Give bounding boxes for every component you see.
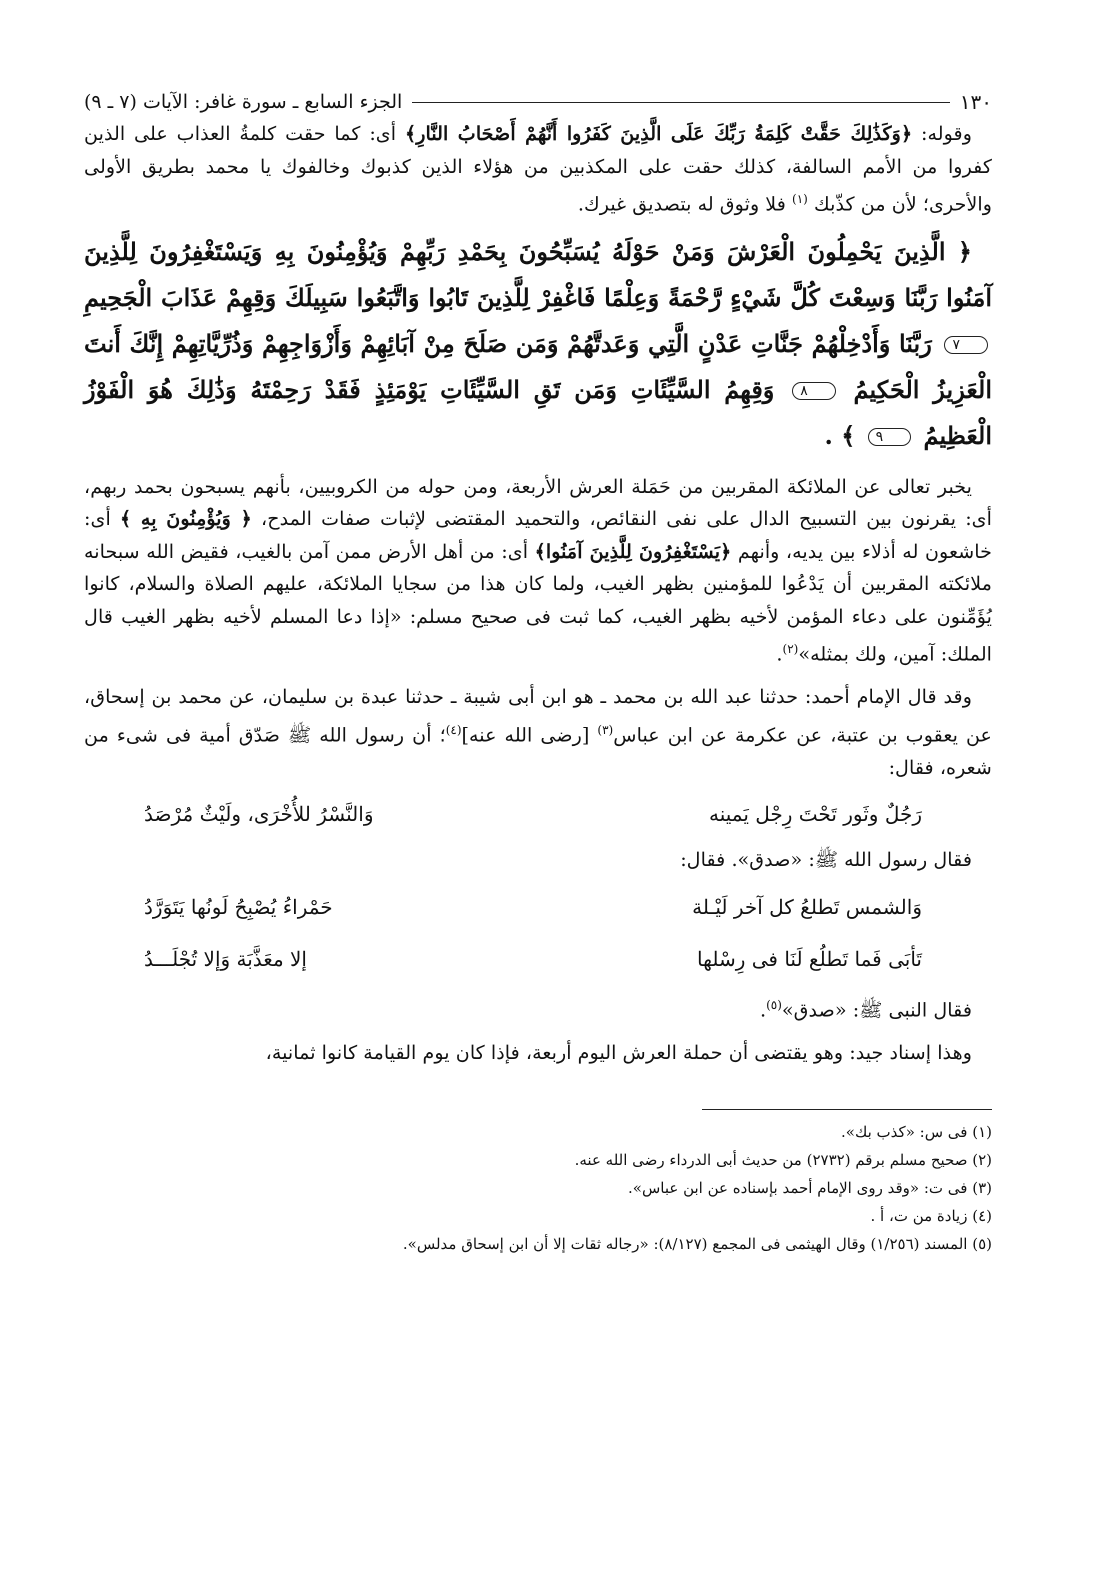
footnote-divider [702,1109,992,1110]
said-line-1: فقال رسول الله ﷺ: «صدق». فقال: [680,848,972,872]
paragraph-3 [84,681,992,784]
ayah-number-7: ٧ [944,336,988,354]
para3-c: ؛ أن رسول الله ﷺ صَدّق أمية فى شىء من شعره، فقال: [84,723,992,779]
hemistich-left: إلا معَذَّبَة وَإلا تُجْلَـــدُ [144,946,307,971]
footnotes [84,1118,992,1258]
running-header [84,86,992,118]
poem-1 [84,788,992,840]
footnote-4: (٤) زيادة من ت، أ . [870,1207,992,1226]
paragraph-1 [84,118,992,221]
verse-part-2: رَبَّنَا وَأَدْخِلْهُمْ جَنَّاتِ عَدْنٍ الَّتِي وَعَدتَّهُمْ وَمَن صَلَحَ مِنْ آبَائِهِمْ وَأَزْوَاجِهِمْ وَذُرِّيَّاتِهِمْ إِنَّكَ أَنتَ الْعَزِيزُ الْحَكِيمُ [84,328,992,404]
para1-quote: ﴿وَكَذَٰلِكَ حَقَّتْ كَلِمَةُ رَبِّكَ عَلَى الَّذِينَ كَفَرُوا أَنَّهُمْ أَصْحَابُ النَّارِ﴾ [405,122,913,145]
footnote-ref-1: (١) [792,192,808,206]
verse-part-3: وَقِهِمُ السَّيِّئَاتِ وَمَن تَقِ السَّيِّئَاتِ يَوْمَئِذٍ فَقَدْ رَحِمْتَهُ وَذَٰلِكَ هُوَ الْفَوْزُ الْعَظِيمُ [84,374,992,450]
paragraph-4: وهذا إسناد جيد: وهو يقتضى أن حملة العرش اليوم أربعة، فإذا كان يوم القيامة كانوا ثمانية، [265,1040,972,1064]
para2-b: أى: خاشعون له أذلاء بين يديه، وأنهم [84,507,992,563]
footnote-divider-wrap [84,1069,992,1118]
running-title: الجزء السابع ـ سورة غافر: الآيات (٧ ـ ٩) [84,91,403,113]
footnote-ref-3: (٣) [597,722,614,737]
said-line-2 [84,989,992,1027]
para2-c: أى: من أهل الأرض ممن آمن بالغيب، فقيض الله سبحانه ملائكته المقربين أن يَدْعُوا للمؤمنين بظهر الغيب، ولما كان هذا من سجايا الملائكة، عليهم الصلاة والسلام، كانوا يُؤَمِّنون على دعاء المؤمن لأخيه بظهر الغيب، كما ثبت فى صحيح مسلم: «إذا دعا المسلم لأخيه بظهر الغيب قال الملك: آمين، ولك بمثله» [84,539,992,666]
quran-verse-block [84,229,992,459]
verse-part-1: ﴿ الَّذِينَ يَحْمِلُونَ الْعَرْشَ وَمَنْ حَوْلَهُ يُسَبِّحُونَ بِحَمْدِ رَبِّهِمْ وَيُؤْمِنُونَ بِهِ وَيَسْتَغْفِرُونَ لِلَّذِينَ آمَنُوا رَبَّنَا وَسِعْتَ كُلَّ شَيْءٍ رَّحْمَةً وَعِلْمًا فَاغْفِرْ لِلَّذِينَ تَابُوا وَاتَّبَعُوا سَبِيلَكَ وَقِهِمْ عَذَابَ الْجَحِيمِ [84,236,992,312]
said2-text: فقال النبى ﷺ: «صدق» [781,998,972,1022]
paragraph-2 [84,471,992,671]
hemistich-right: رَجُلٌ وثَور تَحْتَ رِجْل يَمينه [708,802,922,827]
verse-end: ﴾ . [824,420,856,450]
footnote-1: (١) فى س: «كذب بك». [841,1123,992,1142]
para3-b: [رضى الله عنه] [461,723,598,747]
page [84,86,992,1258]
hemistich-left: حَمْراءُ يُصْبِحُ لَونُها يَتَوَرَّدُ [144,894,333,919]
footnote-5: (٥) المسند (١/٢٥٦) وقال الهيثمى فى المجمع (٨/١٢٧): «رجاله ثقات إلا أن ابن إسحاق مدلس». [402,1235,992,1254]
poem-line [84,881,992,933]
footnote-ref-2: (٢) [782,642,799,657]
para1-tail: فلا وثوق له بتصديق غيرك. [577,192,793,216]
hemistich-right: وَالشمس تَطلعُ كل آخر لَيْـلة [692,894,922,919]
header-rule-right [412,102,949,103]
para1-text: أى: كما حقت كلمةُ العذاب على الذين كفروا من الأمم السالفة، كذلك حقت على المكذبين من هؤلاء الذين كذبوك وخالفوك يا محمد بطريق الأولى والأحرى؛ لأن من كذّبك [84,122,992,216]
hemistich-left: وَالنَّسْرُ للأُخْرَى، ولَيْثٌ مُرْصَدُ [144,802,374,827]
poem-2 [84,881,992,985]
page-number: ١٣٠ [959,90,992,114]
para2-a: يخبر تعالى عن الملائكة المقربين من حَمَلة العرش الأربعة، ومن حوله من الكروبيين، بأنهم يسبحون بحمد ربهم، أى: يقرنون بين التسبيح الدال على نفى النقائص، والتحميد المقتضى لإثبات صفات المدح، [84,474,993,531]
para1-lead: وقوله: [912,122,972,145]
hemistich-right: تَأبَى فَما تَطلُع لَنَا فى رِسْلها [697,946,922,971]
said2-end: . [759,998,767,1022]
footnote-ref-5: (٥) [766,997,782,1012]
poem-line [84,788,992,840]
footnote-ref-4: (٤) [445,722,462,737]
para2-quote-2: ﴿يَسْتَغْفِرُونَ لِلَّذِينَ آمَنُوا﴾ [534,539,732,563]
footnote-2: (٢) صحيح مسلم برقم (٢٧٣٢) من حديث أبى الدرداء رضى الله عنه. [574,1151,992,1170]
para3-a: وقد قال الإمام أحمد: حدثنا عبد الله بن محمد ـ هو ابن أبى شيبة ـ حدثنا عبدة بن سليمان، عن محمد بن إسحاق، عن يعقوب بن عتبة، عن عكرمة عن ابن عباس [84,685,992,747]
ayah-number-8: ٨ [792,382,836,400]
footnote-3: (٣) فى ت: «وقد روى الإمام أحمد بإسناده عن ابن عباس». [628,1179,992,1198]
ayah-number-9: ٩ [868,428,912,446]
poem-line [84,933,992,985]
para2-quote-1: ﴿ وَيُؤْمِنُونَ بِهِ ﴾ [119,507,252,531]
para2-d: . [776,642,783,666]
